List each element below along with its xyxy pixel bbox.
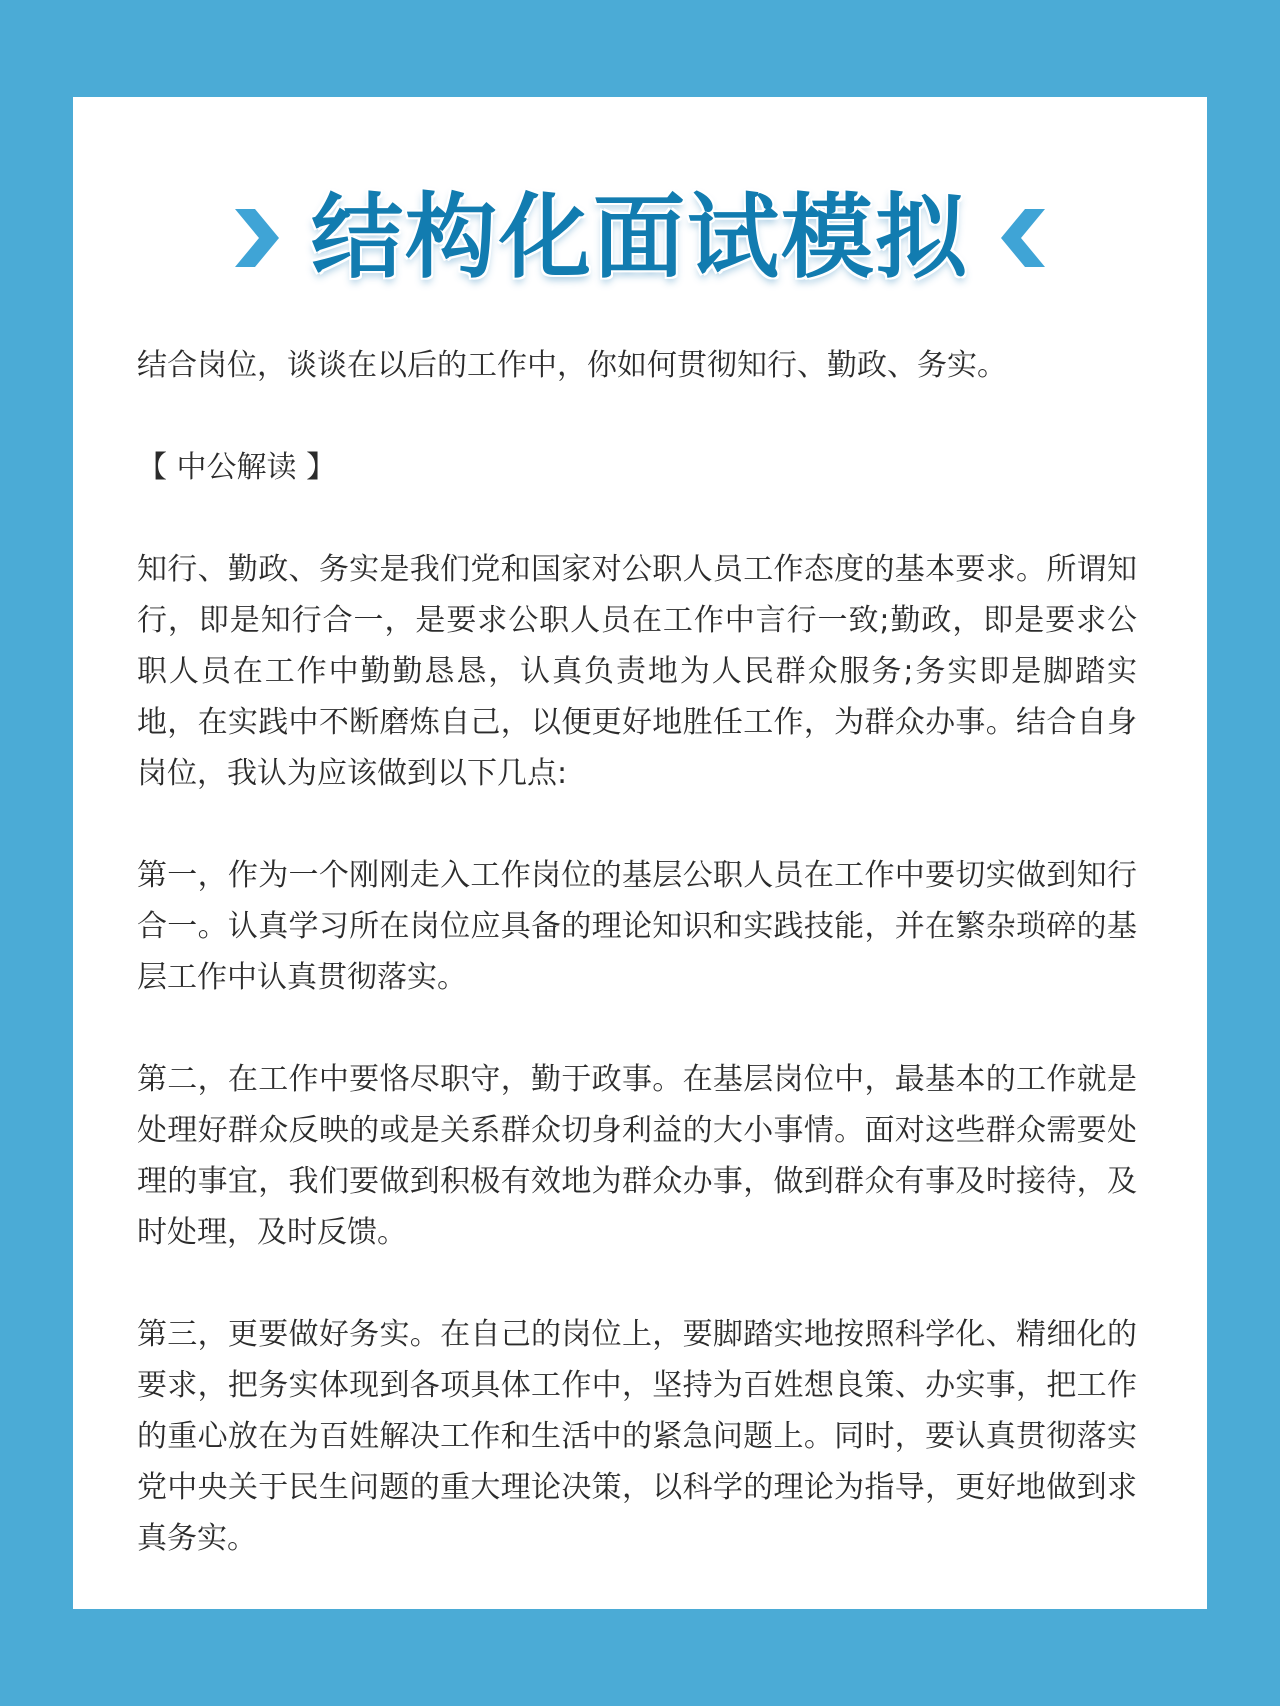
page-title: 结构化面试模拟	[310, 184, 969, 291]
title-banner	[0, 178, 1280, 298]
chevron-right-icon	[231, 205, 283, 271]
point-three-paragraph: 第三，更要做好务实。在自己的岗位上，要脚踏实地按照科学化、精细化的要求，把务实体现到各项具体工作中，坚持为百姓想良策、办实事，把工作的重心放在为百姓解决工作和生活中的紧急问题上。同时，要认真贯彻落实党中央关于民生问题的重大理论决策，以科学的理论为指导，更好地做到求真务实。	[137, 1317, 1137, 1556]
point-one-paragraph: 第一，作为一个刚刚走入工作岗位的基层公职人员在工作中要切实做到知行合一。认真学习所在岗位应具备的理论知识和实践技能，并在繁杂琐碎的基层工作中认真贯彻落实。	[137, 858, 1137, 995]
intro-paragraph: 知行、勤政、务实是我们党和国家对公职人员工作态度的基本要求。所谓知行，即是知行合一，是要求公职人员在工作中言行一致;勤政，即是要求公职人员在工作中勤勤恳恳，认真负责地为人民群众服务;务实即是脚踏实地，在实践中不断磨炼自己，以便更好地胜任工作，为群众办事。结合自身岗位，我认为应该做到以下几点:	[137, 552, 1137, 791]
chevron-left-icon	[997, 205, 1049, 271]
point-two-paragraph: 第二，在工作中要恪尽职守，勤于政事。在基层岗位中，最基本的工作就是处理好群众反映的或是关系群众切身利益的大小事情。面对这些群众需要处理的事宜，我们要做到积极有效地为群众办事，做到群众有事及时接待，及时处理，及时反馈。	[137, 1062, 1137, 1250]
question-text: 结合岗位，谈谈在以后的工作中，你如何贯彻知行、勤政、务实。	[137, 348, 1007, 383]
article-body	[137, 340, 1137, 1564]
section-label: 【 中公解读 】	[137, 450, 337, 485]
